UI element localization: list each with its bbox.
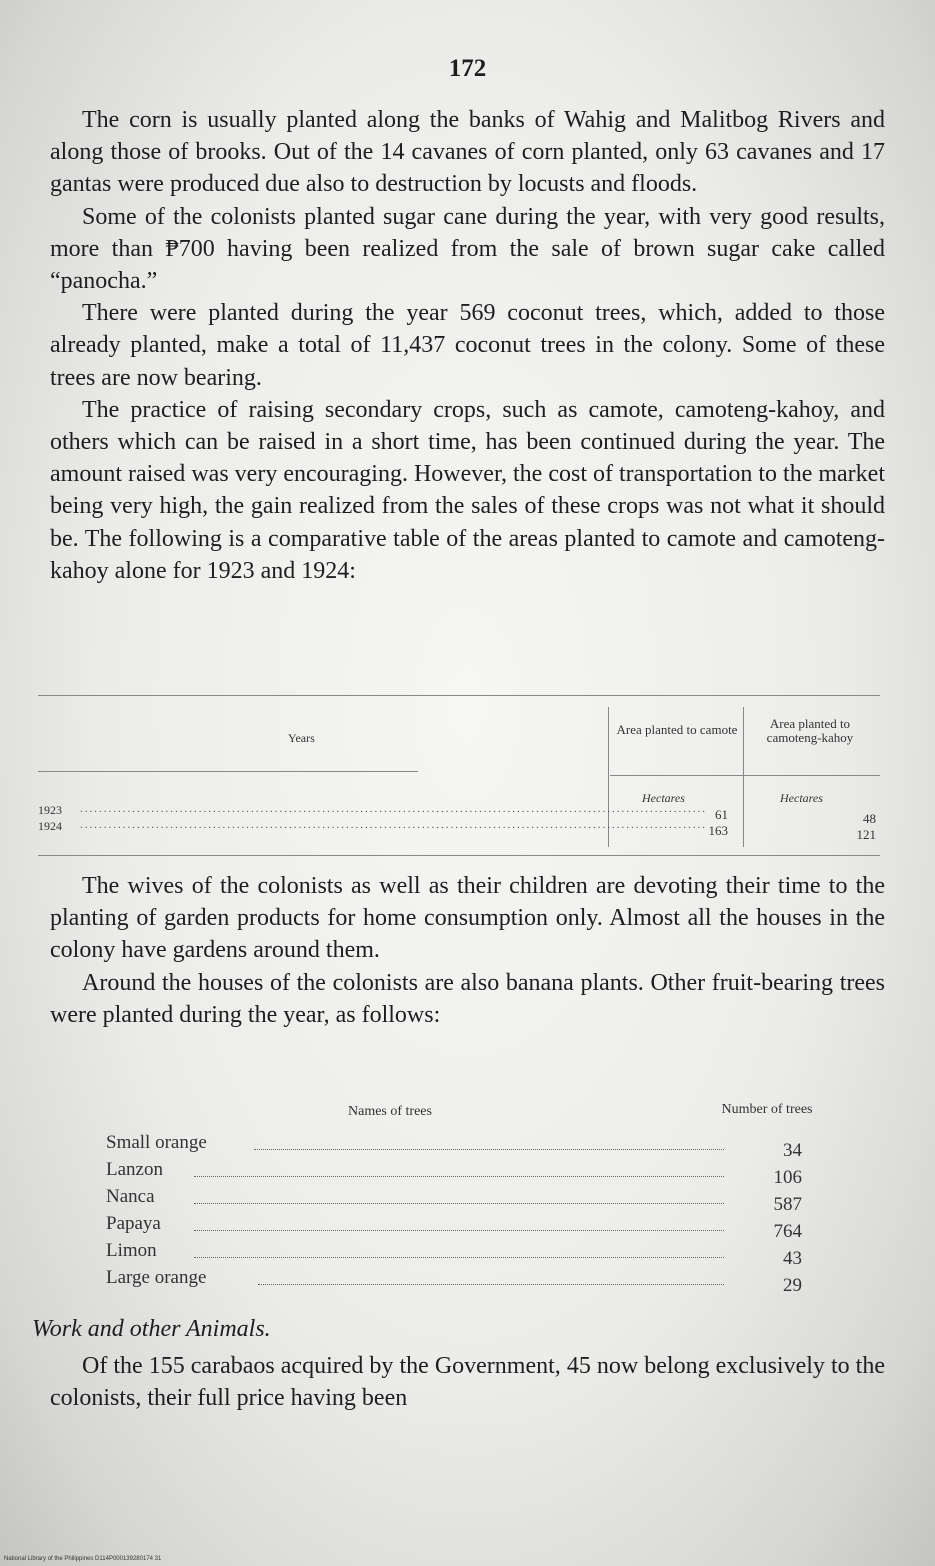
header-area-camoteng-kahoy: Area planted to camoteng-kahoy: [766, 716, 854, 745]
row-year: 1923: [38, 803, 62, 817]
dot-leader: [194, 1202, 724, 1204]
dot-leader: [194, 1175, 724, 1177]
table-bottom-rule: [38, 855, 880, 856]
table-header-rule-years: [38, 771, 418, 772]
page-number: 172: [448, 55, 487, 82]
middle-text-block: [50, 870, 885, 1031]
tree-name: Lanzon: [106, 1159, 163, 1180]
tree-name: Nanca: [106, 1186, 155, 1207]
table-row: [106, 1240, 826, 1267]
section-heading: Work and other Animals.: [32, 1316, 271, 1342]
unit-hectares-kahoy: Hectares: [780, 791, 823, 805]
dot-leader: [258, 1283, 724, 1285]
table-row: [106, 1159, 826, 1186]
dot-leader: ....................................................................................................................................: [80, 803, 707, 815]
table-row: [106, 1186, 826, 1213]
bottom-text-block: [50, 1350, 885, 1414]
header-number-of-trees: Number of trees: [721, 1102, 813, 1117]
cell-kahoy-value: 48: [863, 811, 876, 826]
table-header-rule-values: [610, 775, 880, 776]
areas-planted-table: [38, 695, 880, 857]
top-text-block: [50, 104, 885, 587]
paragraph-coconut: There were planted during the year 569 coconut trees, which, added to those already planted, make a total of 11,437 coconut trees in the colony. Some of these trees are now bearing.: [50, 300, 885, 391]
dot-leader: [194, 1229, 724, 1231]
tree-count: 587: [773, 1194, 802, 1215]
tree-count: 106: [773, 1167, 802, 1188]
tree-count: 764: [773, 1221, 802, 1242]
cell-kahoy-value: 121: [856, 827, 876, 842]
fruit-trees-table: [100, 1098, 835, 1308]
scan-footer-text: National Library of the Philippines D114P000139280174 31: [4, 1556, 162, 1562]
table-column-divider: [743, 707, 744, 847]
table-row: [106, 1267, 826, 1294]
tree-name: Papaya: [106, 1213, 161, 1234]
dot-leader: [254, 1148, 724, 1150]
paragraph-secondary-crops: The practice of raising secondary crops, such as camote, camoteng-kahoy, and others which can be raised in a short time, has been continued during the year. The amount raised was very encouraging. However, the cost of transportation to the market being very high, the gain realized from the sales of these crops was not what it should be. The following is a comparative table of the areas planted to camote and camoteng-kahoy alone for 1923 and 1924:: [50, 396, 885, 584]
paragraph-corn: The corn is usually planted along the banks of Wahig and Malitbog Rivers and along those of brooks. Out of the 14 cavanes of corn planted, only 63 cavanes and 17 gantas were produced due also to destruction by locusts and floods.: [50, 107, 885, 198]
cell-camote-value: 163: [708, 823, 728, 838]
tree-count: 29: [783, 1275, 802, 1296]
paragraph-carabaos: Of the 155 carabaos acquired by the Government, 45 now belong exclusively to the colonists, their full price having been: [50, 1353, 885, 1412]
paragraph-fruit-trees: Around the houses of the colonists are also banana plants. Other fruit-bearing trees were planted during the year, as follows:: [50, 969, 885, 1028]
paragraph-gardens: The wives of the colonists as well as their children are devoting their time to the planting of garden products for home consumption only. Almost all the houses in the colony have gardens around them.: [50, 873, 885, 964]
dot-leader: [194, 1256, 724, 1258]
tree-name: Limon: [106, 1240, 157, 1261]
paragraph-sugar-cane: Some of the colonists planted sugar cane during the year, with very good results, more than ₱700 having been realized from the sale of brown sugar cake called “panocha.”: [50, 203, 885, 295]
dot-leader: ....................................................................................................................................: [80, 819, 707, 831]
header-names-of-trees: Names of trees: [348, 1104, 432, 1119]
header-years: Years: [288, 731, 315, 745]
tree-name: Small orange: [106, 1132, 207, 1153]
header-area-camote: Area planted to camote: [616, 722, 738, 737]
unit-hectares-camote: Hectares: [642, 791, 685, 805]
table-row: [106, 1213, 826, 1240]
table-top-rule: [38, 695, 880, 696]
tree-count: 34: [783, 1140, 802, 1161]
table-row: [106, 1132, 826, 1159]
tree-name: Large orange: [106, 1267, 207, 1288]
row-year: 1924: [38, 819, 62, 833]
cell-camote-value: 61: [715, 807, 728, 822]
tree-count: 43: [783, 1248, 802, 1269]
